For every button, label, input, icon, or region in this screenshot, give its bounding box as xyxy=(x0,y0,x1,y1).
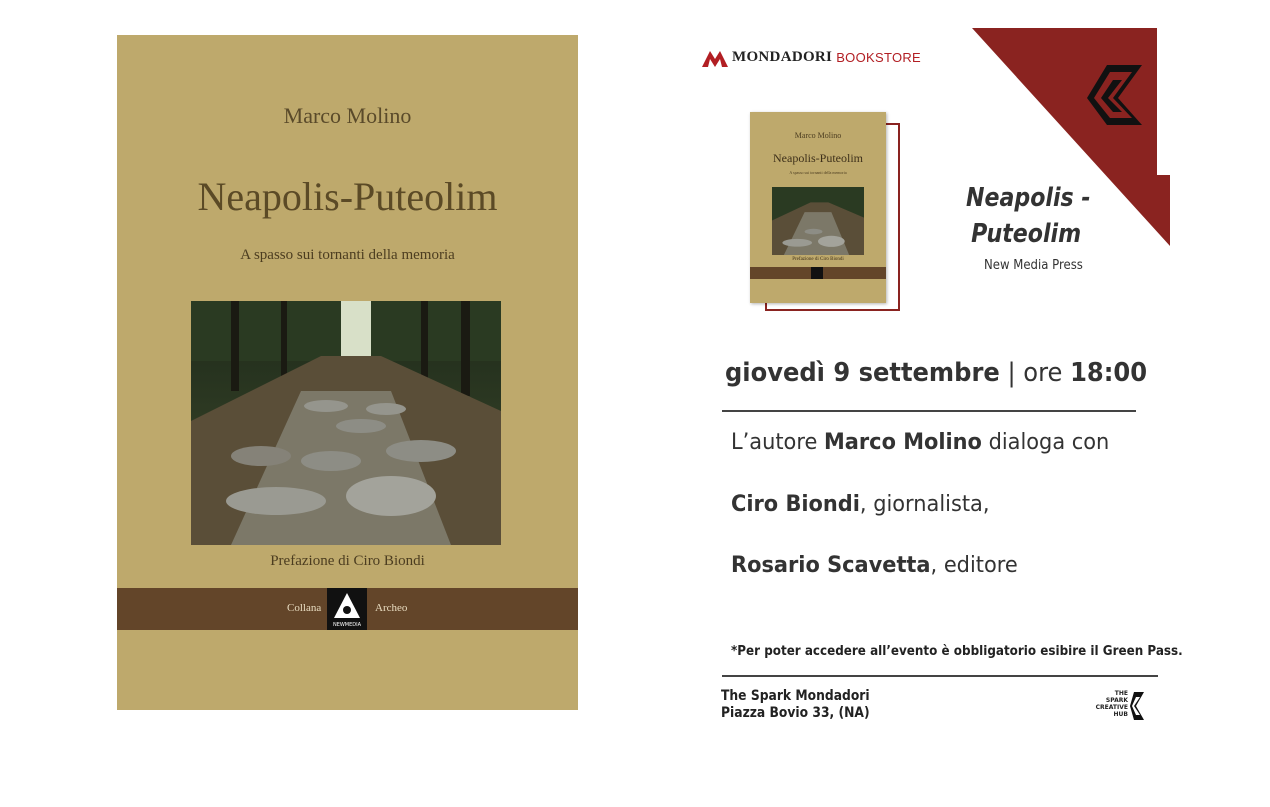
thumb-preface: Prefazione di Ciro Biondi xyxy=(792,257,844,262)
newmedia-logo-text: NEWMEDIA xyxy=(332,622,362,628)
line3-bold: Rosario Scavetta xyxy=(731,553,931,578)
thumb-author: Marco Molino xyxy=(794,131,842,140)
spark-logo-words xyxy=(1082,690,1128,718)
cover-author: Marco Molino xyxy=(283,103,412,128)
thumb-title: Neapolis-Puteolim xyxy=(773,151,863,165)
cover-band-archeo: Archeo xyxy=(375,602,408,614)
spark-word-1: THE xyxy=(1114,690,1128,697)
event-publisher: New Media Press xyxy=(984,258,1083,273)
thumb-newmedia-icon xyxy=(811,267,823,279)
cover-band-collana: Collana xyxy=(287,602,322,614)
event-line-author xyxy=(731,430,1109,455)
cover-band xyxy=(117,588,578,630)
line1-post: dialoga con xyxy=(981,430,1110,455)
line3-post: , editore xyxy=(930,553,1018,578)
event-date: giovedì 9 settembre xyxy=(725,358,1000,388)
spark-word-3: CREATIVE xyxy=(1095,704,1128,711)
mondadori-brand: MONDADORI xyxy=(732,48,833,65)
event-book-title xyxy=(966,180,1091,252)
thumb-photo xyxy=(772,187,864,255)
cover-photo-roman-road xyxy=(191,301,501,545)
book-thumbnail xyxy=(750,112,886,303)
mondadori-bookstore-logo xyxy=(702,46,921,68)
divider-top xyxy=(722,410,1136,412)
event-time-prefix: ore xyxy=(1023,358,1063,388)
event-line-guest2 xyxy=(731,553,1018,578)
green-pass-note: *Per poter accedere all’evento è obbligatorio esibire il Green Pass. xyxy=(731,644,1183,659)
cover-preface: Prefazione di Ciro Biondi xyxy=(270,553,425,569)
book-cover xyxy=(117,35,578,710)
event-separator: | xyxy=(1007,358,1016,388)
event-line-guest1 xyxy=(731,492,989,517)
venue-name: The Spark Mondadori xyxy=(721,688,870,704)
event-venue xyxy=(721,688,870,722)
line2-post: , giornalista, xyxy=(859,492,990,517)
line1-pre: L’autore xyxy=(731,430,824,455)
mondadori-store: BOOKSTORE xyxy=(836,49,922,65)
spark-word-2: SPARK xyxy=(1105,697,1128,704)
thumb-subtitle: A spasso sui tornanti della memoria xyxy=(789,170,847,175)
spark-k-icon xyxy=(1130,692,1146,720)
line2-bold: Ciro Biondi xyxy=(731,492,860,517)
spark-logo-icon xyxy=(1082,690,1148,722)
newmedia-logo-icon xyxy=(327,588,367,630)
cover-subtitle: A spasso sui tornanti della memoria xyxy=(240,247,455,263)
cover-title: Neapolis-Puteolim xyxy=(197,174,498,219)
spark-word-4: HUB xyxy=(1113,711,1128,718)
event-book-title-line1: Neapolis - xyxy=(966,183,1091,213)
thumb-band xyxy=(750,267,886,279)
event-time: 18:00 xyxy=(1070,358,1148,388)
event-date-time xyxy=(725,358,1147,388)
divider-bottom xyxy=(722,675,1158,677)
line1-bold: Marco Molino xyxy=(823,430,982,455)
mondadori-logo-icon xyxy=(702,47,728,67)
event-book-title-line2: Puteolim xyxy=(971,219,1082,249)
venue-address: Piazza Bovio 33, (NA) xyxy=(721,705,870,721)
